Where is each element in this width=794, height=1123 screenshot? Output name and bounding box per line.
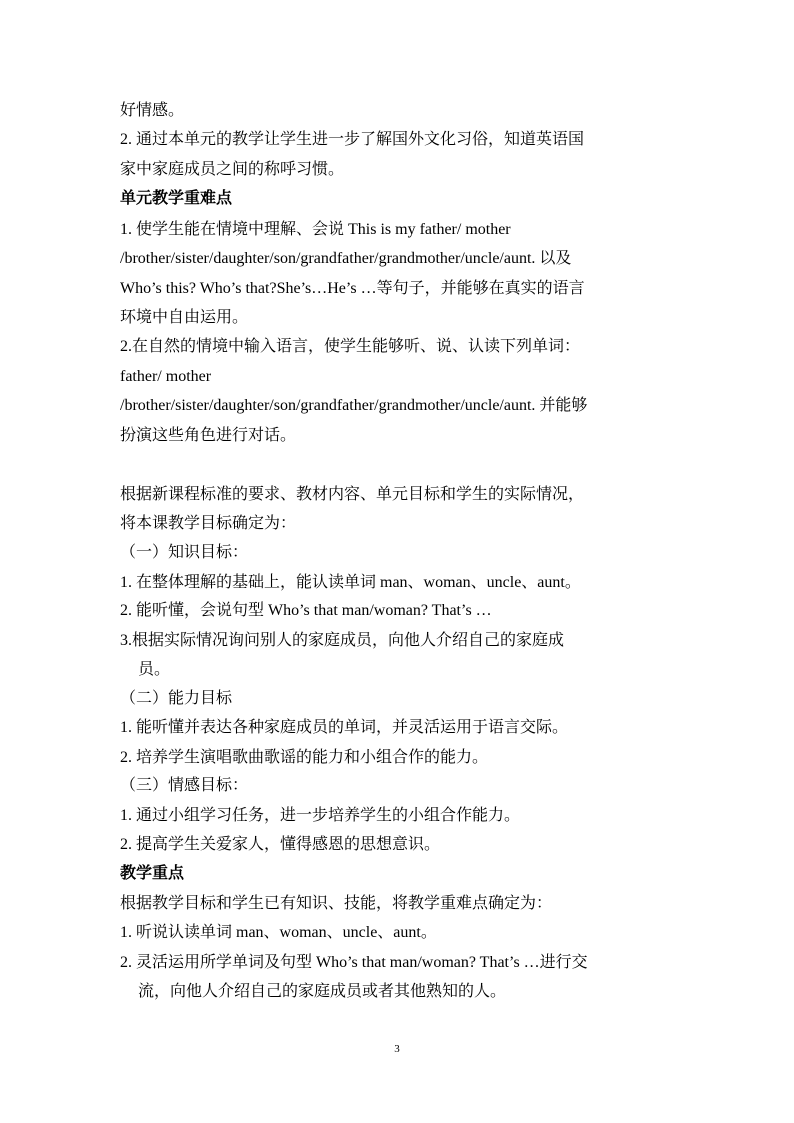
text-line: 根据新课程标准的要求、教材内容、单元目标和学生的实际情况， (120, 486, 585, 503)
text-line: 1. 通过小组学习任务，进一步培养学生的小组合作能力。 (120, 807, 521, 824)
text-line: 1. 听说认读单词 man、woman、uncle、aunt。 (120, 924, 437, 941)
text-line: 2. 能听懂，会说句型 Who’s that man/woman? That’s … (120, 602, 492, 619)
text-line: 2. 提高学生关爱家人，懂得感恩的思想意识。 (120, 836, 441, 853)
subsection-heading: （一）知识目标： (120, 544, 249, 561)
text-line: 根据教学目标和学生已有知识、技能，将教学重难点确定为： (120, 895, 553, 912)
text-line: 将本课教学目标确定为： (120, 515, 297, 532)
text-line: /brother/sister/daughter/son/grandfather/grandmother/uncle/aunt. 并能够 (120, 397, 588, 414)
text-line: 员。 (138, 661, 171, 678)
text-line: 环境中自由运用。 (120, 309, 249, 326)
text-line: 1. 使学生能在情境中理解、会说 This is my father/ mother (120, 221, 511, 238)
text-line: 2.在自然的情境中输入语言，使学生能够听、说、认读下列单词： (120, 338, 581, 355)
section-heading: 单元教学重难点 (120, 190, 233, 207)
text-line: Who’s this? Who’s that?She’s…He’s …等句子，并能够在真实的语言 (120, 280, 585, 297)
text-line: /brother/sister/daughter/son/grandfather/grandmother/uncle/aunt. 以及 (120, 250, 572, 267)
section-heading: 教学重点 (120, 865, 185, 882)
text-line: 1. 能听懂并表达各种家庭成员的单词，并灵活运用于语言交际。 (120, 719, 569, 736)
page-number: 3 (394, 1043, 400, 1055)
text-line: 2. 通过本单元的教学让学生进一步了解国外文化习俗，知道英语国 (120, 131, 585, 148)
text-line: 2. 灵活运用所学单词及句型 Who’s that man/woman? That’s …进行交 (120, 954, 588, 971)
text-line: 2. 培养学生演唱歌曲歌谣的能力和小组合作的能力。 (120, 749, 489, 766)
text-line: 家中家庭成员之间的称呼习惯。 (120, 161, 345, 178)
subsection-heading: （三）情感目标： (120, 777, 249, 794)
text-line: 流，向他人介绍自己的家庭成员或者其他熟知的人。 (138, 983, 507, 1000)
text-line: father/ mother (120, 368, 212, 385)
text-line: 3.根据实际情况询问别人的家庭成员，向他人介绍自己的家庭成 (120, 632, 565, 649)
text-line: 1. 在整体理解的基础上，能认读单词 man、woman、uncle、aunt。 (120, 574, 581, 591)
subsection-heading: （二）能力目标 (120, 690, 233, 707)
text-line: 好情感。 (120, 102, 185, 119)
text-line: 扮演这些角色进行对话。 (120, 427, 297, 444)
